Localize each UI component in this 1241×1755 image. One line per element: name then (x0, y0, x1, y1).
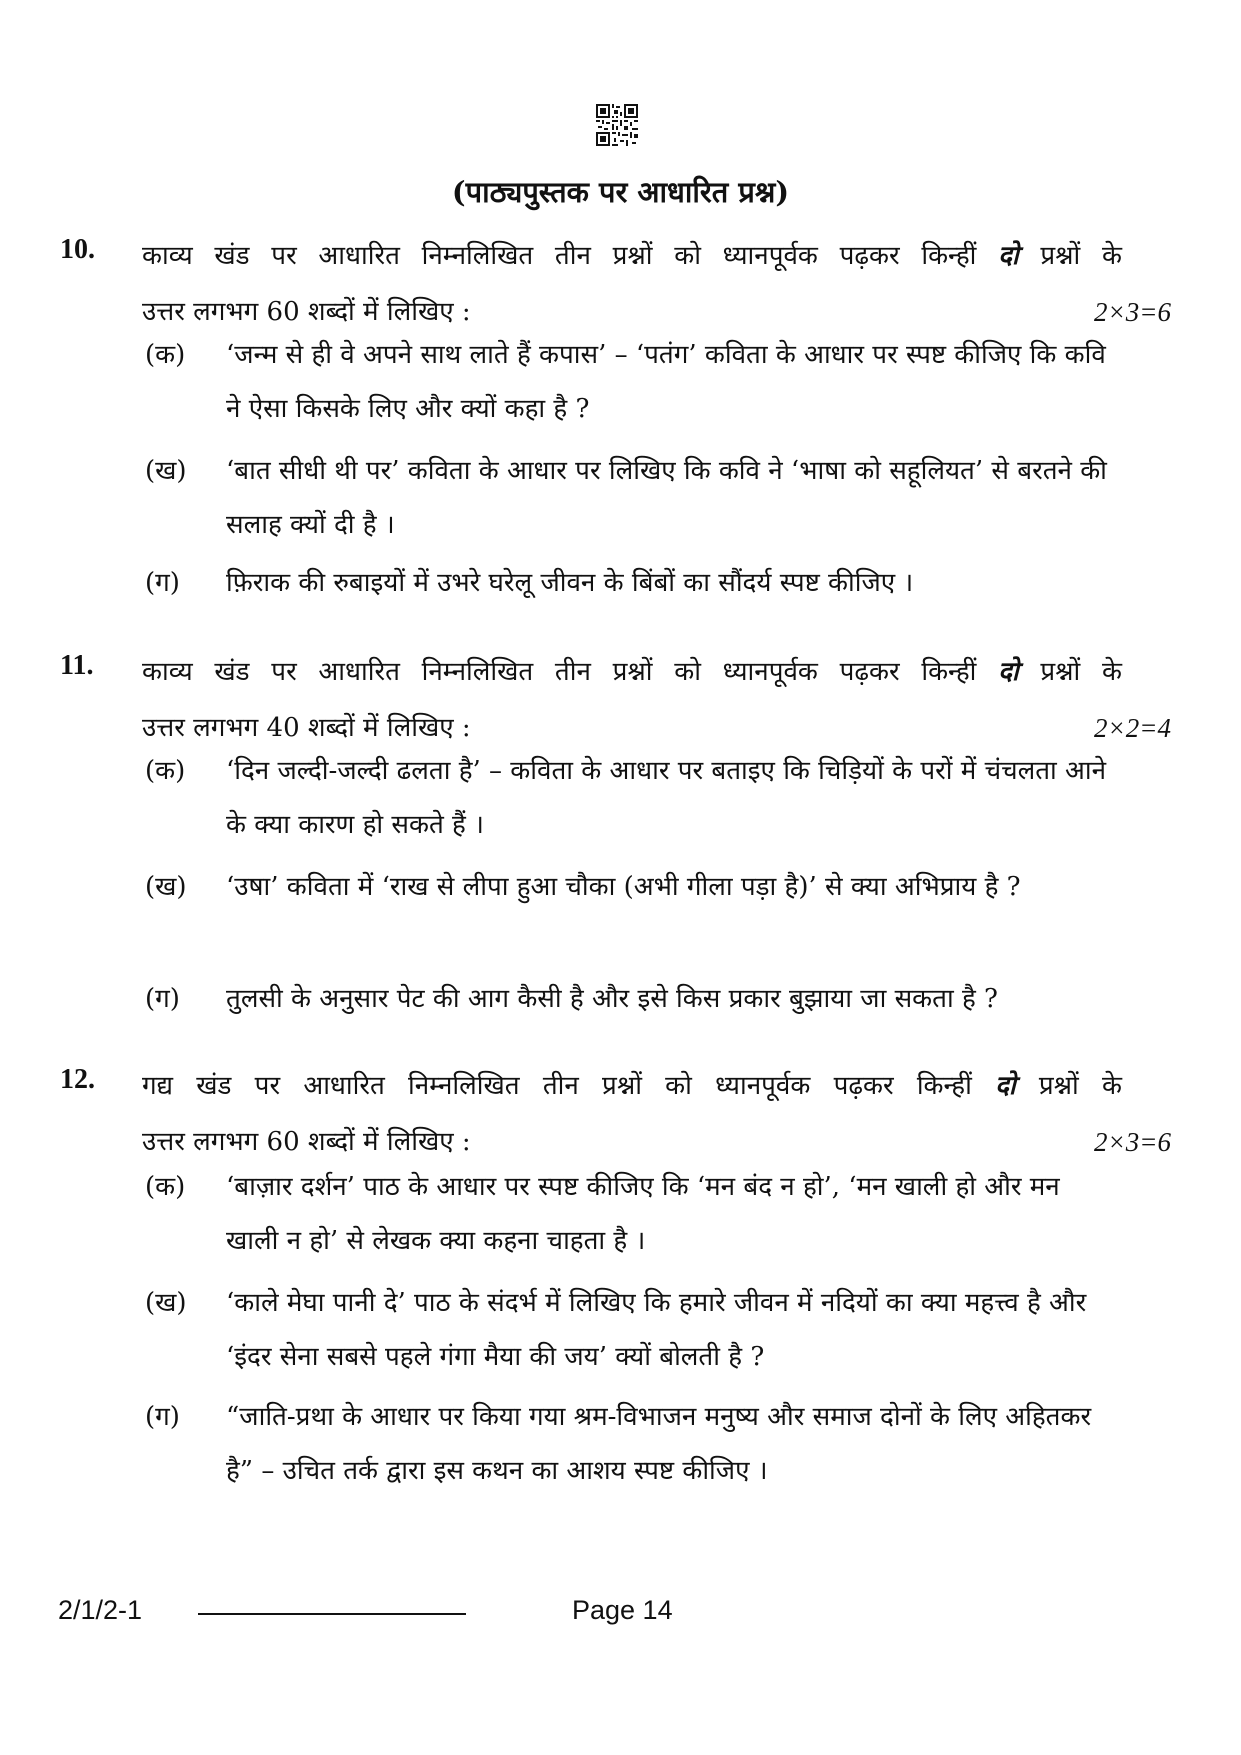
section-heading: (पाठ्यपुस्तक पर आधारित प्रश्न) (451, 175, 790, 209)
marks: 2×2=4 (1094, 713, 1171, 743)
part-text: ‘बाज़ार दर्शन’ पाठ के आधार पर स्पष्ट कीजिए कि ‘मन बंद न हो’, ‘मन खाली हो और मन खाली न हो’ से लेखक क्या कहना चाहता है । (226, 1172, 1060, 1256)
footer-divider (198, 1613, 466, 1615)
part-text: “जाति-प्रथा के आधार पर किया गया श्रम-विभाजन मनुष्य और समाज दोनों के लिए अहितकर है” – उचित तर्क द्वारा इस कथन का आशय स्पष्ट कीजिए । (226, 1402, 1092, 1486)
part-label: (ख) (145, 456, 187, 486)
paper-code: 2/1/2-1 (58, 1595, 143, 1625)
question-number: 10. (60, 234, 95, 265)
question-number: 11. (60, 650, 94, 681)
part-label: (ग) (145, 568, 180, 598)
part-label: (क) (145, 340, 186, 370)
page-number: Page 14 (572, 1595, 673, 1625)
part-label: (ख) (145, 872, 187, 902)
question-instruction-line2: उत्तर लगभग 40 शब्दों में लिखिए : (142, 713, 471, 743)
question-instruction-line2: उत्तर लगभग 60 शब्दों में लिखिए : (142, 297, 471, 327)
question-number: 12. (60, 1064, 95, 1095)
part-text: ‘काले मेघा पानी दे’ पाठ के संदर्भ में लिखिए कि हमारे जीवन में नदियों का क्या महत्त्व है और ‘इंदर सेना सबसे पहले गंगा मैया की जय’ क्यों बोलती है ? (226, 1288, 1087, 1372)
part-text: ‘दिन जल्दी-जल्दी ढलता है’ – कविता के आधार पर बताइए कि चिड़ियों के परों में चंचलता आने के क्या कारण हो सकते हैं । (226, 756, 1107, 840)
question-instruction: गद्य खंड पर आधारित निम्नलिखित तीन प्रश्नों को ध्यानपूर्वक पढ़कर किन्हीं दो प्रश्नों के (142, 1071, 1122, 1101)
part-label: (क) (145, 756, 186, 786)
emphasis-word: दो (995, 1071, 1016, 1101)
marks: 2×3=6 (1094, 1127, 1171, 1157)
part-label: (ग) (145, 1402, 180, 1432)
question-instruction-line2: उत्तर लगभग 60 शब्दों में लिखिए : (142, 1127, 471, 1157)
emphasis-word: दो (998, 657, 1019, 687)
qr-code-icon (596, 104, 638, 146)
part-text: ‘जन्म से ही वे अपने साथ लाते हैं कपास’ – ‘पतंग’ कविता के आधार पर स्पष्ट कीजिए कि कवि ने ऐसा किसके लिए और क्यों कहा है ? (226, 340, 1106, 424)
part-text: ‘बात सीधी थी पर’ कविता के आधार पर लिखिए कि कवि ने ‘भाषा को सहूलियत’ से बरतने की सलाह क्यों दी है । (226, 456, 1107, 540)
emphasis-word: दो (998, 241, 1019, 271)
part-label: (क) (145, 1172, 186, 1202)
part-text: ‘उषा’ कविता में ‘राख से लीपा हुआ चौका (अभी गीला पड़ा है)’ से क्या अभिप्राय है ? (226, 872, 1021, 902)
question-instruction: काव्य खंड पर आधारित निम्नलिखित तीन प्रश्नों को ध्यानपूर्वक पढ़कर किन्हीं दो प्रश्नों के (142, 657, 1122, 687)
question-instruction: काव्य खंड पर आधारित निम्नलिखित तीन प्रश्नों को ध्यानपूर्वक पढ़कर किन्हीं दो प्रश्नों के (142, 241, 1122, 271)
part-label: (ख) (145, 1288, 187, 1318)
part-text: तुलसी के अनुसार पेट की आग कैसी है और इसे किस प्रकार बुझाया जा सकता है ? (226, 984, 998, 1014)
part-text: फ़िराक की रुबाइयों में उभरे घरेलू जीवन के बिंबों का सौंदर्य स्पष्ट कीजिए । (226, 568, 914, 598)
marks: 2×3=6 (1094, 297, 1171, 327)
page-footer (0, 1595, 1241, 1635)
part-label: (ग) (145, 984, 180, 1014)
